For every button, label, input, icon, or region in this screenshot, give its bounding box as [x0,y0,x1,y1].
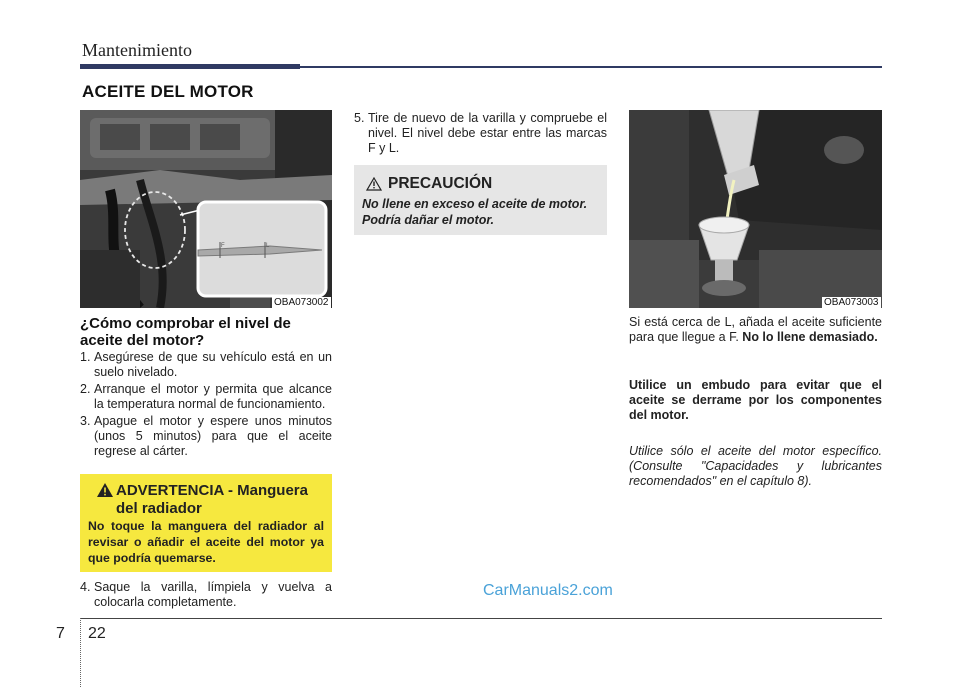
caution-triangle-icon [366,177,382,191]
footer-divider [80,618,81,687]
steps-list-continued [80,580,332,612]
warning-text: No toque la manguera del radiador al revisar o añadir el aceite del motor ya que podría quemarse. [88,519,324,565]
dipstick-mark-l: L [266,243,270,249]
dipstick-mark-f: F [221,243,225,249]
list-item: 2. Arranque el motor y permita que alcance la temperatura normal de funcionamiento. [80,382,332,411]
add-oil-paragraph: Si está cerca de L, añada el aceite suficiente para que llegue a F. No lo llene demasiado. [629,315,882,344]
footer-rule [80,618,882,619]
chapter-number: 7 [56,625,65,642]
warning-triangle-icon [96,482,114,498]
specified-oil-paragraph: Utilice sólo el aceite del motor específico. (Consulte "Capacidades y lubricantes recomendados" en el capítulo 8). [629,444,882,488]
warning-title: ADVERTENCIA - Manguera del radiador [116,482,308,517]
list-item: 1. Asegúrese de que su vehículo está en un suelo nivelado. [80,350,332,379]
list-item: 5. Tire de nuevo de la varilla y compruebe el nivel. El nivel debe estar entre las marcas F y L. [354,111,607,155]
figure-caption-right: OBA073003 [824,297,879,308]
caution-text: No llene en exceso el aceite de motor. Podría dañar el motor. [362,197,588,227]
list-item: 3. Apague el motor y espere unos minutos (unos 5 minutos) para que el aceite regrese al cárter. [80,414,332,458]
warning-box [80,474,332,572]
caution-title: PRECAUCIÓN [388,175,493,192]
caution-box [354,165,607,235]
header-rule [300,66,882,68]
how-to-check-heading: ¿Cómo comprobar el nivel de aceite del motor? [80,315,291,349]
watermark: CarManuals2.com [483,582,613,599]
section-title: ACEITE DEL MOTOR [82,82,254,101]
header-bar [80,64,300,69]
page-number: 22 [88,625,106,642]
engine-dipstick-photo [80,110,332,308]
list-item: 4. Saque la varilla, límpiela y vuelva a colocarla completamente. [80,580,332,609]
funnel-paragraph: Utilice un embudo para evitar que el aceite se derrame por los componentes del motor. [629,378,882,422]
figure-caption-left: OBA073002 [274,297,329,308]
steps-list [80,350,332,461]
engine-funnel-photo [629,110,882,308]
step-five [354,111,607,158]
header-title: Mantenimiento [82,40,192,60]
